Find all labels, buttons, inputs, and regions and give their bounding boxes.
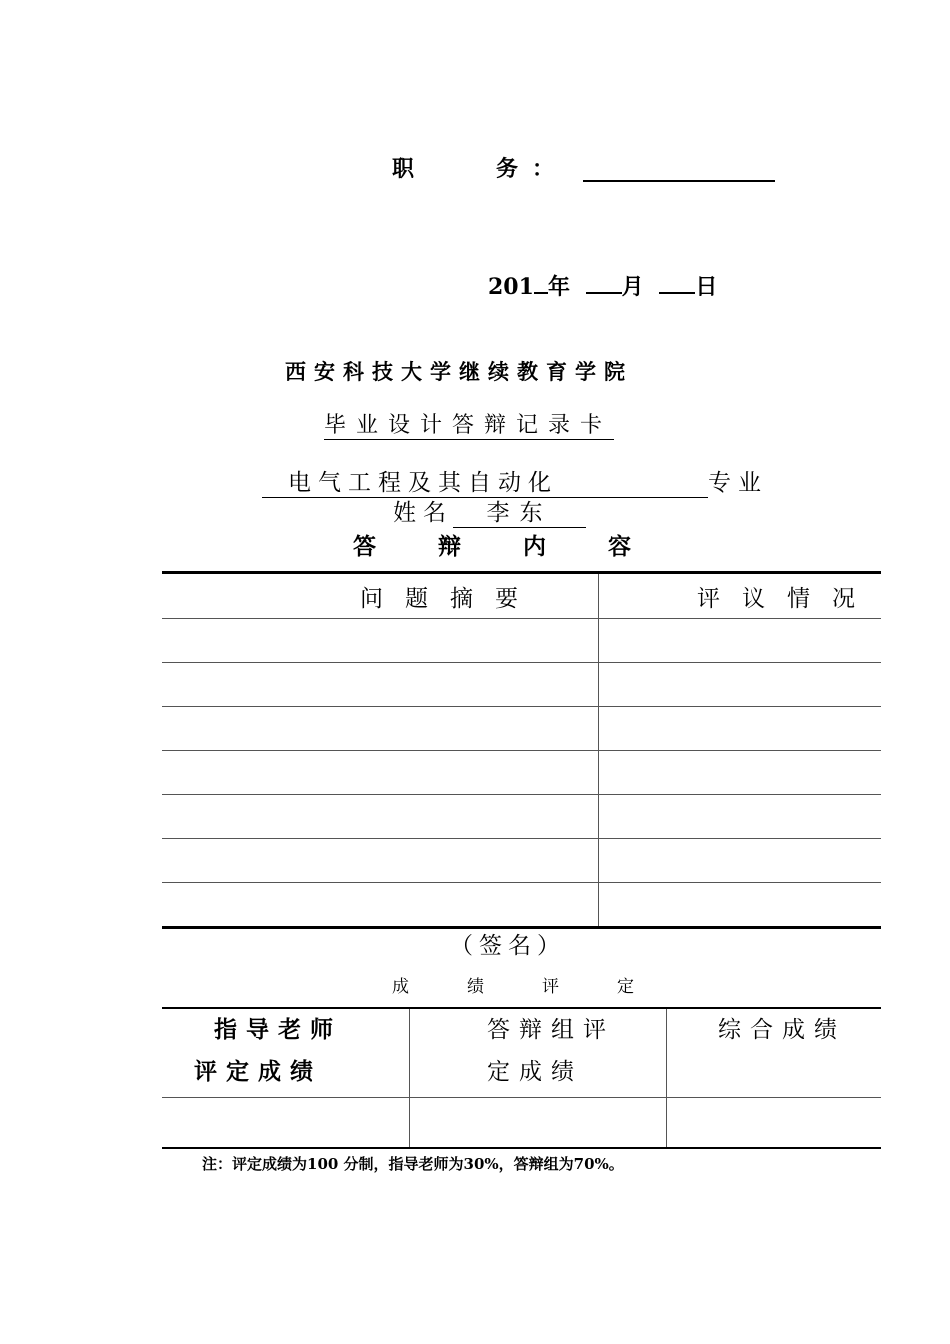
major-field[interactable]: 电气工程及其自动化 bbox=[262, 469, 708, 498]
month-blank[interactable] bbox=[586, 270, 622, 294]
question-cell[interactable] bbox=[162, 619, 599, 663]
form-title: 毕业设计答辩记录卡 bbox=[324, 413, 613, 438]
evaluation-cell[interactable] bbox=[599, 619, 882, 663]
evaluation-cell[interactable] bbox=[599, 883, 882, 928]
table-row bbox=[162, 707, 881, 751]
year-prefix: 201 bbox=[488, 274, 534, 300]
institution-title: 西安科技大学继续教育学院 bbox=[285, 359, 633, 384]
advisor-grade-line2: 评定成绩 bbox=[194, 1058, 322, 1085]
question-cell[interactable] bbox=[162, 707, 599, 751]
date-line bbox=[488, 270, 717, 301]
grade-heading-char: 评 bbox=[542, 977, 561, 997]
advisor-grade-cell[interactable] bbox=[162, 1098, 410, 1149]
table-row bbox=[162, 619, 881, 663]
defense-record-table bbox=[162, 571, 881, 929]
table-row bbox=[162, 663, 881, 707]
committee-grade-line1: 答辩组评 bbox=[487, 1017, 615, 1043]
committee-grade-header bbox=[410, 1008, 667, 1098]
day-blank[interactable] bbox=[659, 270, 695, 294]
grade-heading bbox=[392, 972, 636, 997]
name-line bbox=[393, 499, 586, 528]
table-row bbox=[162, 751, 881, 795]
grade-header-row bbox=[162, 1008, 881, 1098]
committee-grade-cell[interactable] bbox=[410, 1098, 667, 1149]
question-cell[interactable] bbox=[162, 795, 599, 839]
overall-grade-header bbox=[667, 1008, 882, 1098]
grade-value-row bbox=[162, 1098, 881, 1149]
evaluation-cell[interactable] bbox=[599, 839, 882, 883]
year-label: 年 bbox=[547, 274, 570, 300]
evaluation-cell[interactable] bbox=[599, 751, 882, 795]
question-cell[interactable] bbox=[162, 883, 599, 928]
grade-heading-char: 定 bbox=[617, 977, 636, 997]
overall-grade-cell[interactable] bbox=[667, 1098, 882, 1149]
major-suffix: 专业 bbox=[708, 470, 768, 496]
evaluation-header: 评议情况 bbox=[599, 573, 882, 619]
year-blank[interactable] bbox=[534, 270, 548, 294]
advisor-grade-header bbox=[162, 1008, 410, 1098]
evaluation-cell[interactable] bbox=[599, 707, 882, 751]
position-label-char2: 务 bbox=[496, 156, 519, 182]
position-colon: ： bbox=[532, 156, 555, 182]
committee-grade-line2: 定成绩 bbox=[487, 1059, 583, 1085]
table-row bbox=[162, 839, 881, 883]
question-cell[interactable] bbox=[162, 751, 599, 795]
question-summary-header: 问题摘要 bbox=[162, 573, 599, 619]
position-blank-line[interactable] bbox=[583, 180, 775, 182]
advisor-grade-line1: 指导老师 bbox=[214, 1016, 342, 1043]
grade-table bbox=[162, 1007, 881, 1149]
overall-grade-label: 综合成绩 bbox=[718, 1017, 846, 1043]
position-label bbox=[392, 152, 554, 183]
position-label-char1: 职 bbox=[392, 156, 415, 182]
month-label: 月 bbox=[621, 274, 644, 300]
table-header-row bbox=[162, 573, 881, 619]
grade-heading-char: 绩 bbox=[467, 977, 486, 997]
name-field[interactable]: 李东 bbox=[453, 499, 586, 528]
grade-heading-char: 成 bbox=[392, 977, 411, 997]
question-cell[interactable] bbox=[162, 839, 599, 883]
signature-label: （签名） bbox=[450, 933, 566, 959]
name-label: 姓名 bbox=[393, 500, 453, 526]
day-label: 日 bbox=[695, 274, 718, 300]
table-row bbox=[162, 795, 881, 839]
table-row bbox=[162, 883, 881, 928]
evaluation-cell[interactable] bbox=[599, 795, 882, 839]
major-line bbox=[262, 469, 768, 498]
grading-footnote: 注：评定成绩为100 分制，指导老师为30%，答辩组为70%。 bbox=[202, 1155, 624, 1173]
defense-content-heading: 答辩内容 bbox=[353, 533, 693, 560]
question-cell[interactable] bbox=[162, 663, 599, 707]
evaluation-cell[interactable] bbox=[599, 663, 882, 707]
